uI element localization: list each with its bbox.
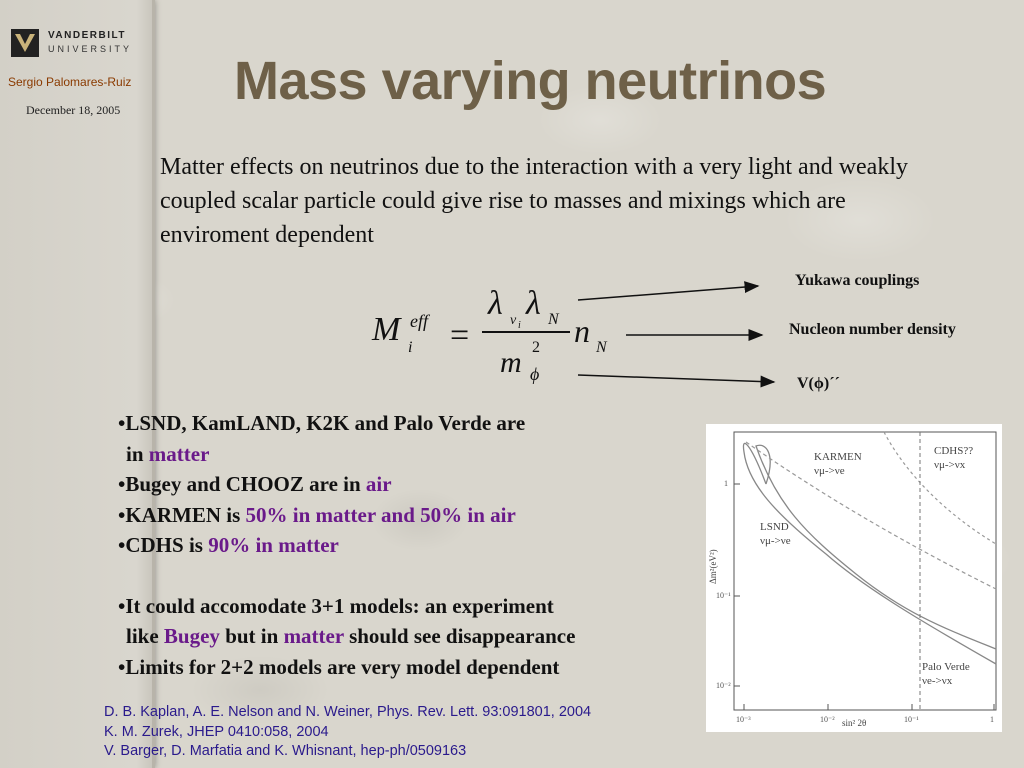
- svg-text:λ: λ: [488, 285, 503, 322]
- svg-text:1: 1: [724, 479, 728, 488]
- svg-text:i: i: [408, 339, 413, 356]
- svg-text:=: =: [450, 317, 470, 354]
- plot-label-paloverde: Palo Verde: [922, 661, 970, 673]
- bullet-5: •It could accomodate 3+1 models: an experiment: [118, 593, 554, 618]
- references: [104, 703, 591, 762]
- reference-1: D. B. Kaplan, A. E. Nelson and N. Weiner, Phys. Rev. Lett. 93:091801, 2004: [104, 704, 592, 720]
- svg-text:N: N: [596, 339, 607, 356]
- plot-label-lsnd: LSND: [760, 521, 789, 533]
- svg-text:10⁻²: 10⁻²: [820, 715, 835, 724]
- svg-text:2: 2: [532, 339, 540, 356]
- bullet-4: •CDHS is 90% in matter: [118, 533, 339, 557]
- svg-text:ϕ: ϕ: [530, 364, 540, 384]
- bullet-1: •LSND, KamLAND, K2K and Palo Verde are: [118, 411, 526, 435]
- svg-text:νe->νx: νe->νx: [922, 675, 953, 687]
- intro-paragraph: Matter effects on neutrinos due to the interaction with a very light and weakly coupled scalar particle could give rise to masses and mixings which are enviroment dependent: [160, 154, 908, 248]
- reference-3: V. Barger, D. Marfatia and K. Whisnant, hep-ph/0509163: [104, 743, 467, 759]
- svg-text:ν: ν: [510, 313, 517, 328]
- plot-label-karmen: KARMEN: [814, 451, 862, 463]
- svg-text:νμ->νe: νμ->νe: [760, 535, 791, 547]
- plot-xlabel: sin² 2θ: [842, 718, 867, 728]
- svg-text:10⁻³: 10⁻³: [736, 715, 751, 724]
- bullet-6: •Limits for 2+2 models are very model dependent: [118, 654, 560, 679]
- plot-label-cdhs: CDHS??: [934, 445, 974, 457]
- svg-text:νμ->νe: νμ->νe: [814, 465, 845, 477]
- svg-text:10⁻¹: 10⁻¹: [904, 715, 919, 724]
- reference-2: K. M. Zurek, JHEP 0410:058, 2004: [104, 723, 329, 740]
- svg-text:i: i: [518, 320, 521, 331]
- svg-text:λ: λ: [526, 285, 541, 322]
- bullet-3: •KARMEN is 50% in matter and 50% in air: [118, 502, 516, 527]
- bullet-2: •Bugey and CHOOZ are in air: [118, 472, 392, 496]
- svg-text:n: n: [574, 313, 590, 349]
- logo-sub: UNIVERSITY: [48, 44, 133, 54]
- page-title: Mass varying neutrinos: [234, 51, 827, 111]
- svg-text:N: N: [548, 311, 559, 328]
- label-yukawa-couplings: Yukawa couplings: [795, 272, 920, 289]
- author-name: Sergio Palomares-Ruiz: [8, 75, 132, 89]
- exclusion-plot: [706, 424, 1002, 732]
- label-potential: V(ϕ)´´: [797, 375, 840, 392]
- svg-text:10⁻²: 10⁻²: [716, 681, 731, 690]
- label-nucleon-density: Nucleon number density: [789, 321, 956, 338]
- svg-text:m: m: [500, 346, 522, 379]
- bullet-5-cont: like Bugey but in matter should see disappearance: [126, 624, 576, 648]
- plot-ylabel: Δm²(eV²): [708, 549, 718, 584]
- svg-text:νμ->νx: νμ->νx: [934, 459, 966, 471]
- logo-name: VANDERBILT: [48, 30, 126, 41]
- arrow-potential: [578, 375, 774, 382]
- presentation-date: December 18, 2005: [26, 103, 121, 117]
- bullet-list: [118, 408, 698, 682]
- bullet-1-cont: in matter: [126, 441, 210, 466]
- svg-text:eff: eff: [410, 311, 428, 331]
- arrow-yukawa: [578, 286, 758, 300]
- svg-text:1: 1: [990, 715, 994, 724]
- svg-text:10⁻¹: 10⁻¹: [716, 591, 731, 600]
- svg-text:M: M: [372, 311, 401, 348]
